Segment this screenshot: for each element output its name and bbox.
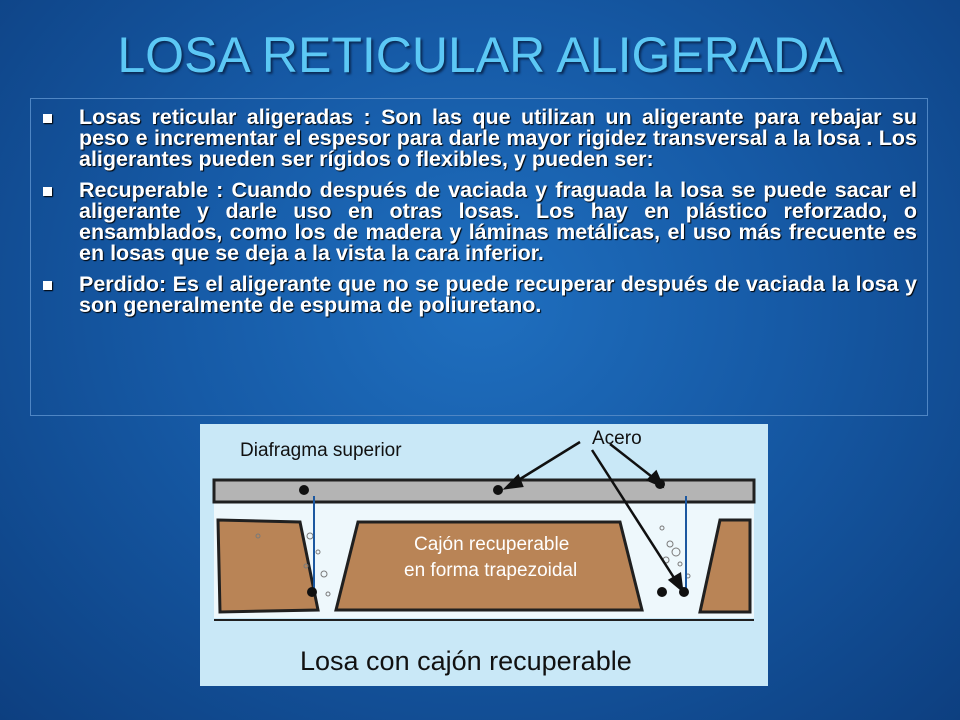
- top-slab: [214, 480, 754, 502]
- label-box-line1: Cajón recuperable: [414, 534, 570, 555]
- slab-section-drawing: [200, 424, 768, 686]
- bullet-text: Losas reticular aligeradas : Son las que utilizan un aligerante para rebajar su peso e incrementar el espesor para darle mayor rigidez transversal a la losa . Los aligerantes pueden ser rígidos o flexibles, y pueden ser:: [79, 105, 917, 171]
- label-box-line2: en forma trapezoidal: [404, 560, 578, 581]
- bullet-text: Recuperable : Cuando después de vaciada y fraguada la losa se puede sacar el aligerante y darle uso en otras losas. Los hay en plástico reforzado, o ensamblados, como los de madera y láminas metálicas, el uso más frecuente es en losas que se deja a la vista la cara inferior.: [79, 178, 917, 265]
- left-box: [218, 520, 318, 612]
- bullet-item: [31, 107, 917, 170]
- square-bullet-icon: [43, 114, 52, 123]
- slide-title: LOSA RETICULAR ALIGERADA: [117, 27, 843, 83]
- content-box: [30, 98, 928, 416]
- label-steel: Acero: [592, 428, 642, 449]
- slab-diagram: [200, 424, 768, 686]
- square-bullet-icon: [43, 281, 52, 290]
- bullet-text: Perdido: Es el aligerante que no se puede recuperar después de vaciada la losa y son generalmente de espuma de poliuretano.: [79, 272, 917, 317]
- diagram-caption: Losa con cajón recuperable: [300, 646, 632, 676]
- square-bullet-icon: [43, 187, 52, 196]
- bullet-item: [31, 274, 917, 316]
- label-top-slab: Diafragma superior: [240, 440, 402, 461]
- bullet-item: [31, 180, 917, 264]
- bullet-list: [31, 99, 927, 316]
